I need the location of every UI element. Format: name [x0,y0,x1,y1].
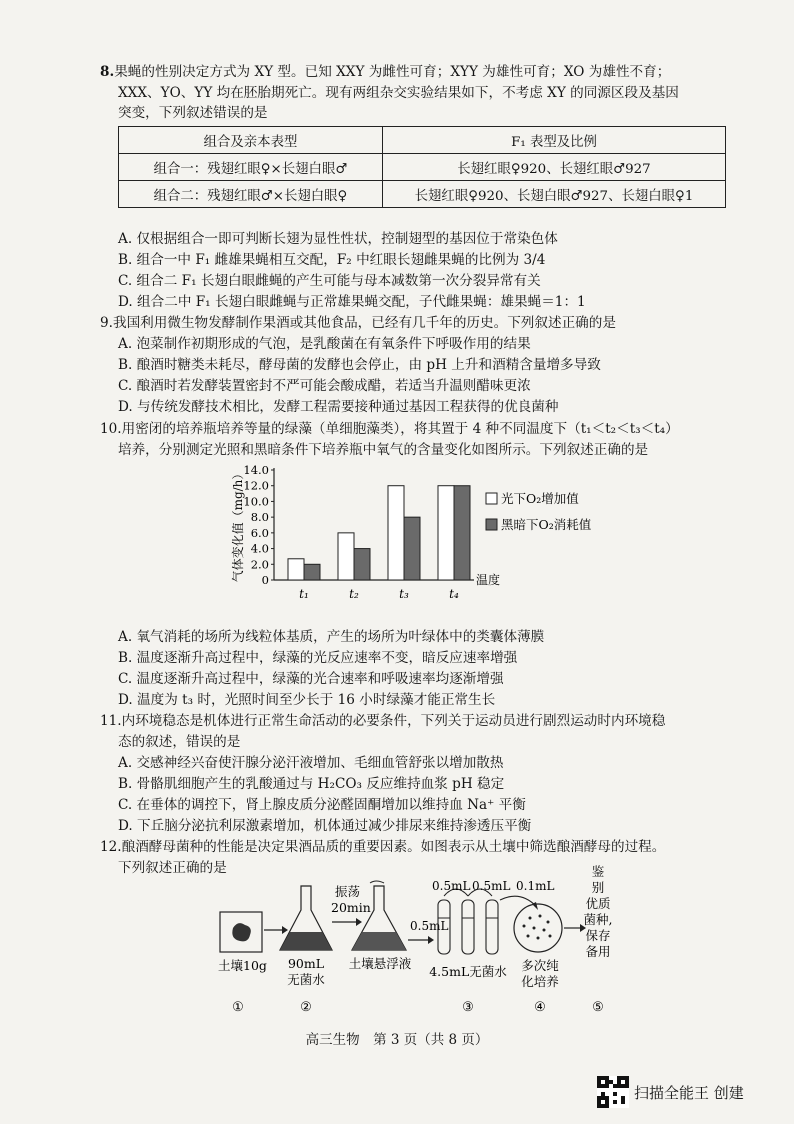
y-tick-label: 8.0 [250,510,269,525]
table-header-cell: F₁ 表型及比例 [383,127,726,154]
option-d[interactable]: D. 组合二中 F₁ 长翅白眼雌蝇与正常雄果蝇交配，子代雌果蝇：雄果蝇＝1：1 [118,294,586,310]
option-b[interactable]: B. 温度逐渐升高过程中，绿藻的光反应速率不变，暗反应速率增强 [118,650,518,666]
y-tick-label: 10.0 [243,494,269,509]
table-cell: 组合一：残翅红眼♀×长翅白眼♂ [119,154,383,181]
water-volume-label: 90mL [287,956,325,971]
option-a[interactable]: A. 仅根据组合一即可判断长翅为显性性状，控制翅型的基因位于常染色体 [118,231,558,247]
stem-line: 突变，下列叙述错误的是 [118,105,268,121]
legend-entry: 黑暗下O₂消耗值 [501,517,592,532]
stem-line: 我国利用微生物发酵制作果酒或其他食品，已经有几千年的历史。下列叙述正确的是 [112,315,616,331]
x-tick-label: t₃ [399,587,409,601]
identify-label: 优质 [585,896,611,911]
suspension-label: 土壤悬浮液 [348,956,412,971]
colonies [523,915,552,940]
page-footer: 高三生物 第 3 页（共 8 页） [305,1032,489,1048]
bar-light-4 [438,486,454,580]
question-10-stem [100,419,750,440]
stem-line: 果蝇的性别决定方式为 XY 型。已知 XXY 为雌性可育；XYY 为雄性可育；XO 为雄性不育； [114,64,671,80]
identify-label: 保存 [585,928,611,943]
question-12-stem [100,837,750,858]
table-row [119,154,726,181]
arrow-line [500,896,536,906]
transfer-volume-label: 0.5mL [472,879,511,893]
y-tick-label: 12.0 [243,478,269,493]
table-row [119,181,726,208]
stem-line: 培养，分别测定光照和黑暗条件下培养瓶中氧气的含量变化如图所示。下列叙述正确的是 [118,442,649,458]
qr-code-icon [597,1076,629,1108]
arrow-head-icon [356,918,362,926]
stem-line: XXX、YO、YY 均在胚胎期死亡。现有两组杂交实验结果如下，不考虑 XY 的同源区段及基因 [118,84,679,101]
purification-label: 多次纯 [521,958,559,973]
transfer-volume-label: 0.1mL [516,879,555,893]
option-a[interactable]: A. 泡菜制作初期形成的气泡，是乳酸菌在有氧条件下呼吸作用的结果 [118,336,531,352]
bar-light-3 [388,486,404,580]
legend-swatch [486,493,497,504]
stem-line: 态的叙述，错误的是 [118,734,241,750]
option-c[interactable]: C. 酿酒时若发酵装置密封不严可能会酸成醋，若适当升温则醋味更浓 [118,378,531,394]
identify-label: 鉴 [591,864,605,879]
step-1-label: ① [232,1000,244,1015]
y-tick-label: 14.0 [243,463,269,477]
stem-line: 下列叙述正确的是 [118,860,227,876]
question-number: 8. [100,64,115,80]
question-number: 11. [100,713,122,729]
cross-results-table [118,126,726,208]
question-number: 9. [100,315,113,331]
option-b[interactable]: B. 组合一中 F₁ 雌雄果蝇相互交配，F₂ 中红眼长翅雌果蝇的比例为 3/4 [118,252,546,268]
oxygen-bar-chart [228,462,608,612]
stem-line: 酿酒酵母菌种的性能是决定果酒品质的重要因素。如图表示从土壤中筛选酿酒酵母的过程。 [121,839,666,855]
table-header-cell: 组合及亲本表型 [119,127,383,154]
y-tick-label: 2.0 [250,557,269,572]
step-5-label: ⑤ [592,1000,604,1015]
table-cell: 长翅红眼♀920、长翅红眼♂927 [383,154,726,181]
option-c[interactable]: C. 温度逐渐升高过程中，绿藻的光合速率和呼吸速率均逐渐增强 [118,671,504,687]
y-tick-label: 4.0 [250,541,269,556]
x-tick-label: t₄ [449,587,459,601]
question-8-stem [100,62,758,124]
option-d[interactable]: D. 与传统发酵技术相比，发酵工程需要接种通过基因工程获得的优良菌种 [118,399,559,415]
option-b[interactable]: B. 骨骼肌细胞产生的乳酸通过与 H₂CO₃ 反应维持血浆 pH 稳定 [118,776,505,792]
arrow-head-icon [282,926,288,934]
option-a[interactable]: A. 交感神经兴奋使汗腺分泌汗液增加、毛细血管舒张以增加散热 [118,755,504,771]
option-d[interactable]: D. 下丘脑分泌抗利尿激素增加，机体通过减少排尿来维持渗透压平衡 [118,818,532,834]
bar-dark-4 [454,486,470,580]
table-cell: 组合二：残翅红眼♂×长翅白眼♀ [119,181,383,208]
bar-light-2 [338,533,354,580]
stem-line: 内环境稳态是机体进行正常生命活动的必要条件，下列关于运动员进行剧烈运动时内环境稳 [121,713,666,729]
step-2-label: ② [300,1000,312,1015]
table-header-row [119,127,726,154]
x-tick-label: t₁ [299,587,309,601]
arrow-head-icon [428,936,434,944]
scanner-watermark: 扫描全能王 创建 [634,1084,744,1102]
option-c[interactable]: C. 在垂体的调控下，肾上腺皮质分泌醛固酮增加以维持血 Na⁺ 平衡 [118,797,526,813]
step-3-label: ③ [462,1000,474,1015]
stem-line: 用密闭的培养瓶培养等量的绿藻（单细胞藻类），将其置于 4 种不同温度下（t₁＜t₂＜t₃＜t₄） [121,421,679,437]
purification-label: 化培养 [521,974,559,989]
bar-light-1 [288,559,304,580]
y-axis-label: 气体变化值（mg/h） [231,467,245,583]
y-tick-label: 0 [261,573,269,587]
test-tube [486,900,498,954]
identify-label: 菌种, [583,912,613,927]
option-b[interactable]: B. 酿酒时糖类未耗尽，酵母菌的发酵也会停止，由 pH 上升和酒精含量增多导致 [118,357,601,373]
question-number: 10. [100,421,122,437]
shake-label: 振荡 [335,884,361,899]
legend-entry: 光下O₂增加值 [501,491,579,506]
x-tick-label: t₂ [349,587,359,601]
bar-dark-2 [354,549,370,580]
bar-dark-3 [404,517,420,580]
flask-stopper [370,881,384,883]
soil-lump-icon [232,923,251,941]
yeast-screening-diagram [200,864,640,1018]
identify-label: 别 [591,880,605,895]
soil-label: 土壤10g [218,958,267,973]
transfer-volume-label: 0.5mL [432,879,471,893]
identify-label: 备用 [585,944,611,959]
question-number: 12. [100,839,122,855]
option-a[interactable]: A. 氧气消耗的场所为线粒体基质，产生的场所为叶绿体中的类囊体薄膜 [118,629,545,645]
option-c[interactable]: C. 组合二 F₁ 长翅白眼雌蝇的产生可能与母本减数第一次分裂异常有关 [118,273,541,289]
step-4-label: ④ [534,1000,546,1015]
tube-water-label: 4.5mL无菌水 [429,964,507,979]
test-tube [462,900,474,954]
legend-swatch [486,519,497,530]
question-11-stem [100,711,750,732]
y-tick-label: 6.0 [250,525,269,540]
option-d[interactable]: D. 温度为 t₃ 时，光照时间至少长于 16 小时绿藻才能正常生长 [118,692,496,708]
culture-plate [514,904,562,952]
x-axis-label: 温度 [476,573,501,587]
sterile-water-label: 无菌水 [287,972,325,987]
bar-dark-1 [304,564,320,580]
shake-time-label: 20min [331,900,371,915]
question-9-stem [100,313,750,334]
table-cell: 长翅红眼♀920、长翅白眼♂927、长翅白眼♀1 [383,181,726,208]
transfer-volume-label: 0.5mL [410,919,449,933]
